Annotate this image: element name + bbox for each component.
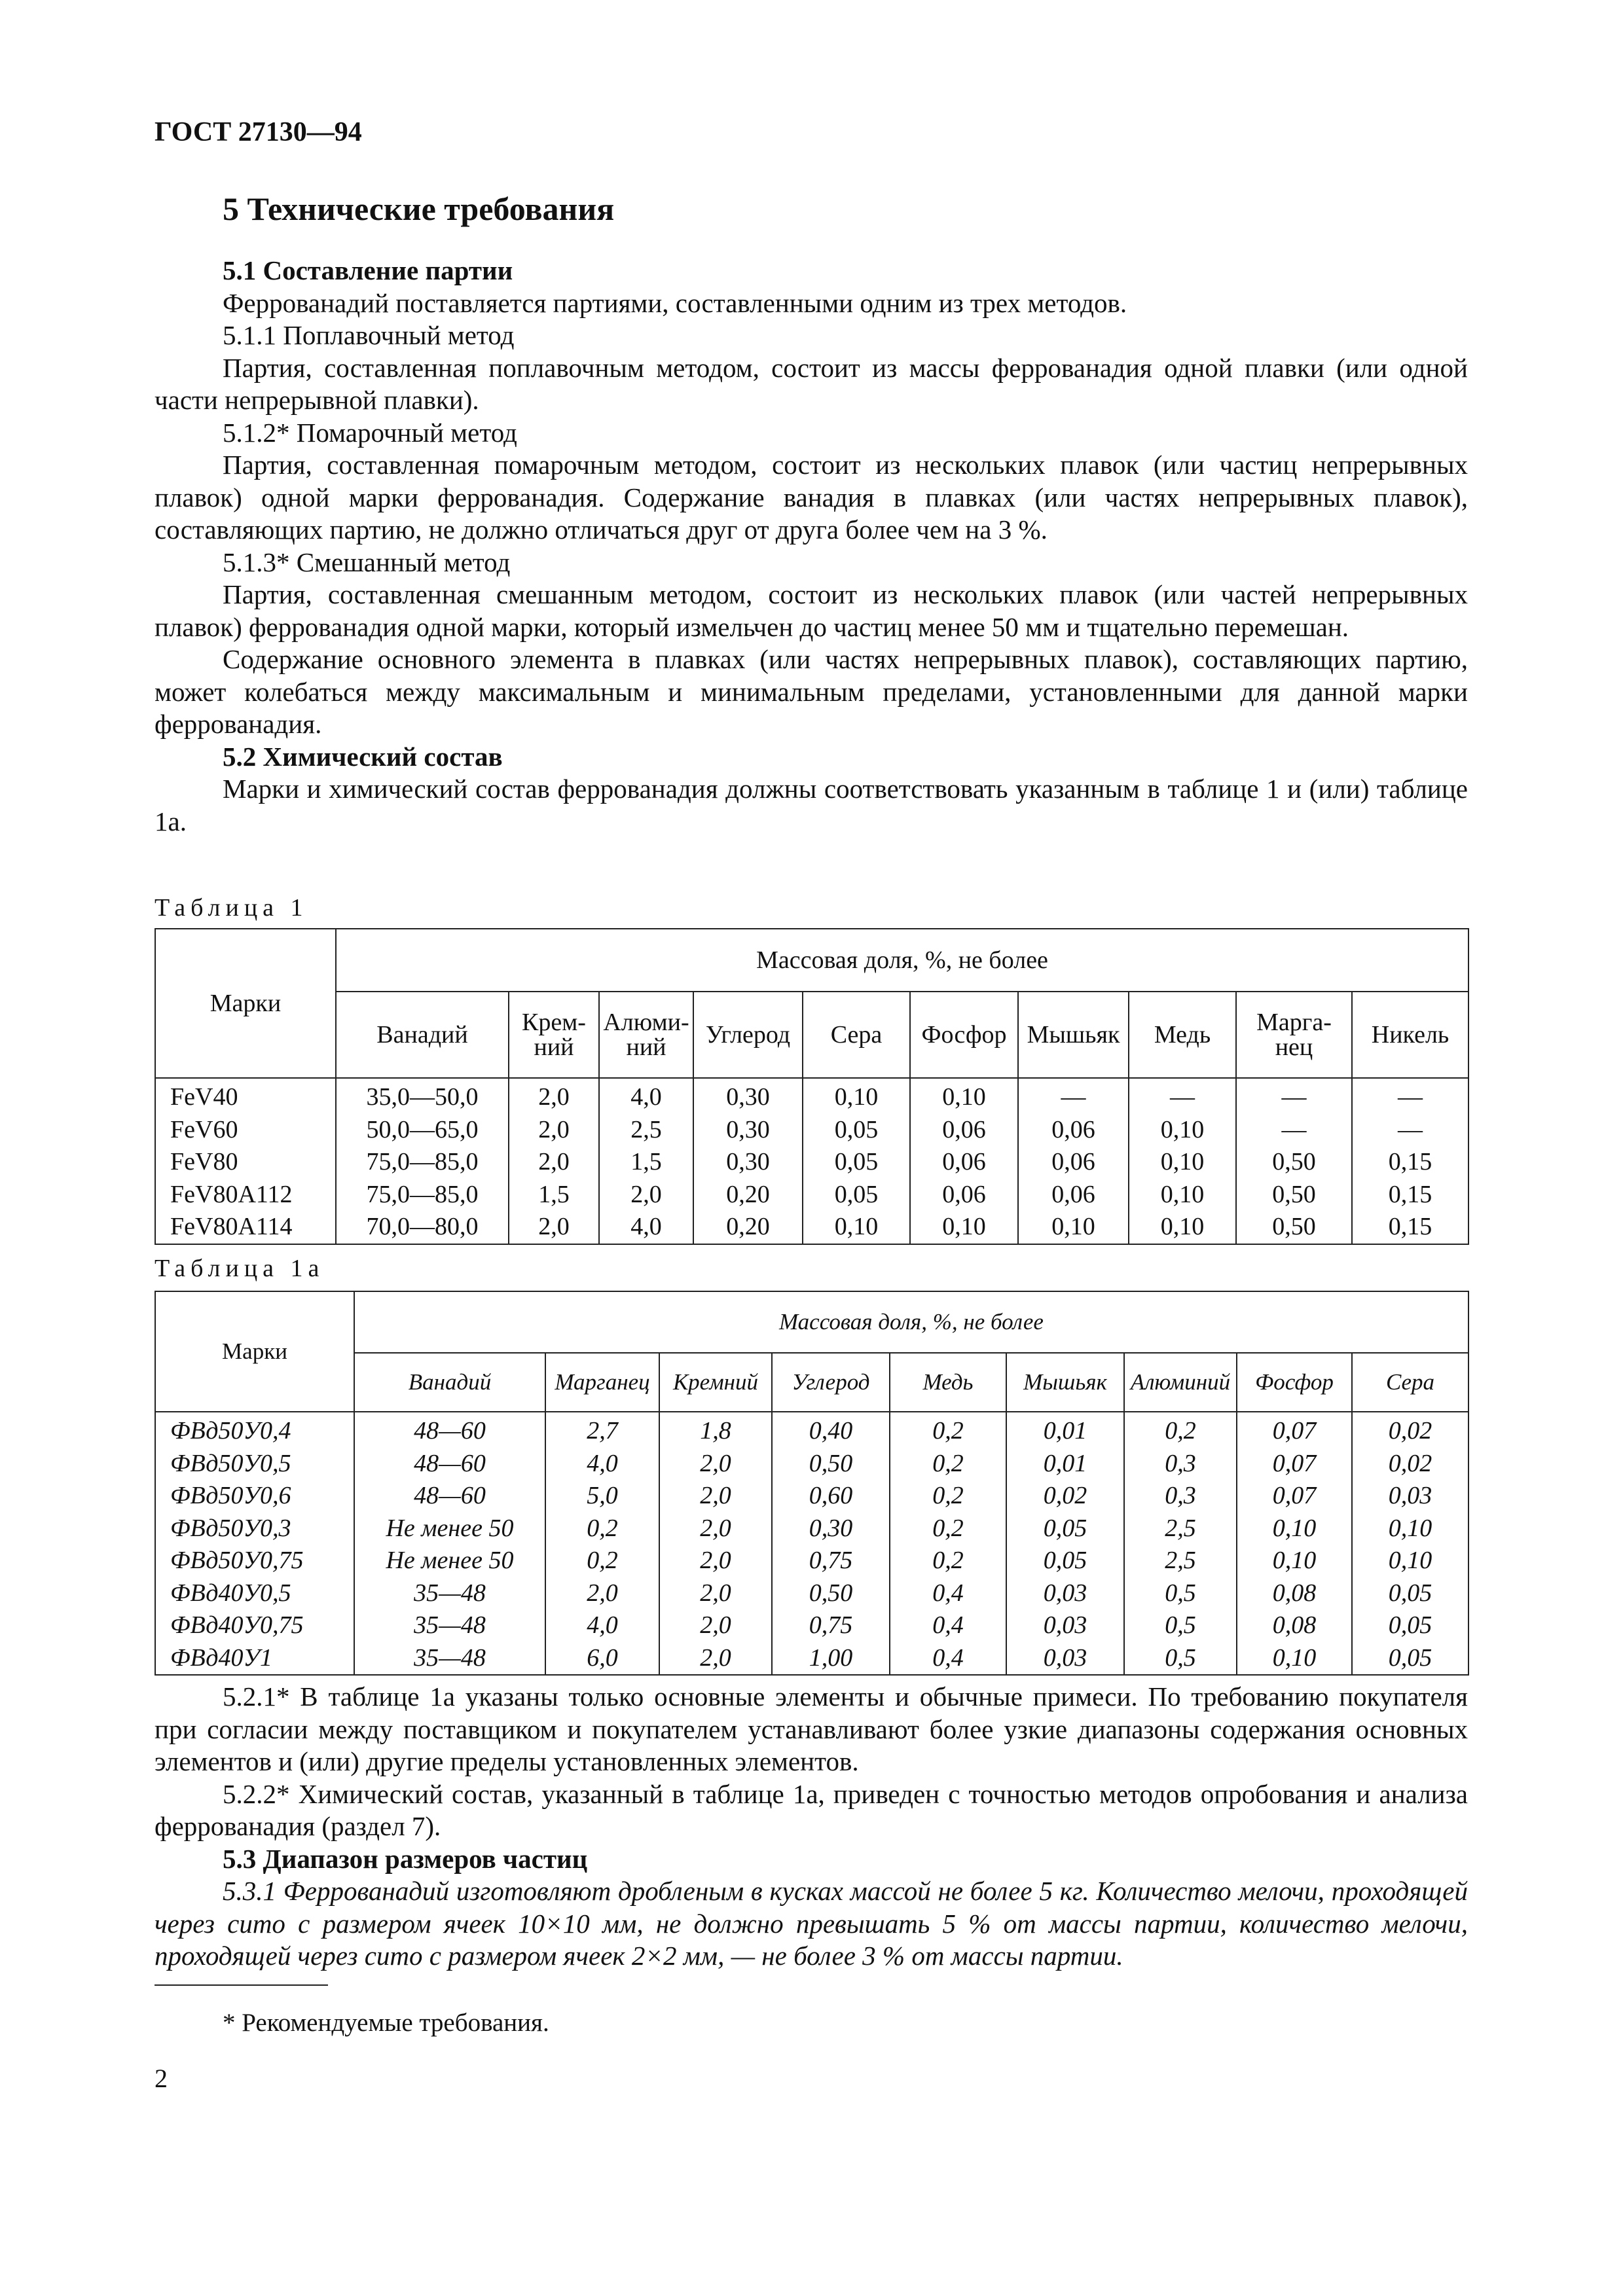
value-cell: 0,4 (890, 1575, 1006, 1607)
grade-cell: ФВд40У0,75 (155, 1607, 354, 1640)
value-cell: — (1129, 1078, 1236, 1111)
value-cell: 0,07 (1237, 1477, 1352, 1510)
value-cell: 0,10 (1352, 1510, 1468, 1543)
value-cell: 75,0—85,0 (336, 1143, 509, 1176)
value-cell: 0,2 (890, 1445, 1006, 1478)
value-cell: 0,15 (1352, 1208, 1468, 1244)
page-number: 2 (155, 2064, 168, 2093)
value-cell: Не менее 50 (354, 1510, 545, 1543)
value-cell: 2,5 (1124, 1510, 1237, 1543)
value-cell: 0,08 (1237, 1607, 1352, 1640)
value-cell: 50,0—65,0 (336, 1111, 509, 1144)
section-5-1-paragraph: 5.1 Составление партии (223, 255, 513, 285)
value-cell: 0,10 (1352, 1542, 1468, 1575)
value-cell: 2,5 (1124, 1542, 1237, 1575)
grade-cell: FeV40 (155, 1078, 336, 1111)
value-cell: 0,50 (772, 1445, 890, 1478)
value-cell: 0,2 (890, 1510, 1006, 1543)
value-cell: 2,0 (599, 1176, 693, 1209)
value-cell: 0,06 (910, 1111, 1018, 1144)
value-cell: 0,20 (693, 1208, 803, 1244)
value-cell: 0,5 (1124, 1640, 1237, 1676)
table-row (155, 1542, 1468, 1575)
value-cell: 0,10 (803, 1078, 910, 1111)
value-cell: 0,10 (1129, 1111, 1236, 1144)
value-cell: 0,06 (1018, 1111, 1129, 1144)
value-cell: 4,0 (599, 1208, 693, 1244)
value-cell: 0,03 (1006, 1575, 1124, 1607)
section-5-2-paragraph: 5.2.2* Химический состав, указанный в таблице 1а, приведен с точностью методов опробования и анализа феррованадия (раздел 7). (155, 1778, 1468, 1841)
value-cell: 0,50 (1236, 1208, 1352, 1244)
table-1a (155, 1291, 1469, 1676)
column-header: Алюминий (1124, 1353, 1237, 1412)
value-cell: 2,0 (659, 1510, 772, 1543)
text-block-section-5-1 (155, 255, 1468, 838)
value-cell: 0,75 (772, 1542, 890, 1575)
value-cell: 35—48 (354, 1640, 545, 1676)
grade-cell: ФВд50У0,6 (155, 1477, 354, 1510)
grade-cell: FeV60 (155, 1111, 336, 1144)
value-cell: 2,0 (509, 1078, 599, 1111)
column-header: Мышьяк (1006, 1353, 1124, 1412)
value-cell: 0,15 (1352, 1176, 1468, 1209)
value-cell: 0,30 (772, 1510, 890, 1543)
value-cell: 0,3 (1124, 1445, 1237, 1478)
document-header: ГОСТ 27130—94 (155, 117, 362, 147)
column-header: Мышьяк (1018, 992, 1129, 1078)
column-header: Марга- нец (1236, 992, 1352, 1078)
value-cell: 0,2 (545, 1542, 659, 1575)
value-cell: 4,0 (599, 1078, 693, 1111)
value-cell: 0,10 (1129, 1143, 1236, 1176)
value-cell: 2,0 (659, 1640, 772, 1676)
value-cell: 75,0—85,0 (336, 1176, 509, 1209)
value-cell: 0,10 (803, 1208, 910, 1244)
value-cell: 0,03 (1006, 1640, 1124, 1676)
value-cell: 2,0 (659, 1445, 772, 1478)
section-5-1-paragraph: Содержание основного элемента в плавках (или частях непрерывных плавок), составляющих партию, может колебаться между максимальным и минимальным пределами, установленными для данной марки феррованадия. (155, 644, 1468, 739)
value-cell: 0,05 (1352, 1640, 1468, 1676)
column-header: Медь (890, 1353, 1006, 1412)
table-row (155, 1510, 1468, 1543)
value-cell: 0,02 (1352, 1412, 1468, 1445)
table-row (155, 1176, 1468, 1209)
value-cell: 0,10 (1237, 1542, 1352, 1575)
value-cell: 0,40 (772, 1412, 890, 1445)
value-cell: 0,2 (890, 1542, 1006, 1575)
value-cell: 0,30 (693, 1111, 803, 1144)
column-header: Ванадий (336, 992, 509, 1078)
value-cell: 0,2 (890, 1477, 1006, 1510)
value-cell: 2,5 (599, 1111, 693, 1144)
value-cell: — (1352, 1111, 1468, 1144)
grade-cell: ФВд50У0,5 (155, 1445, 354, 1478)
value-cell: 0,03 (1006, 1607, 1124, 1640)
value-cell: 0,5 (1124, 1575, 1237, 1607)
value-cell: 0,50 (1236, 1143, 1352, 1176)
table-row (155, 1445, 1468, 1478)
value-cell: 35,0—50,0 (336, 1078, 509, 1111)
section-5-1-paragraph: Партия, составленная помарочным методом, состоит из нескольких плавок (или частиц непрерывных плавок) одной марки феррованадия. Содержание ванадия в плавках (или частях непрерывных плавок), составляющих партию, не должно отличаться друг от друга более чем на 3 %. (155, 450, 1468, 545)
section-5-1-paragraph: Феррованадий поставляется партиями, составленными одним из трех методов. (223, 287, 1127, 318)
value-cell: 0,5 (1124, 1607, 1237, 1640)
table1a-group-header: Массовая доля, %, не более (354, 1291, 1468, 1353)
value-cell: 2,0 (659, 1542, 772, 1575)
value-cell: 0,4 (890, 1640, 1006, 1676)
grade-cell: ФВд40У1 (155, 1640, 354, 1676)
table-row (155, 1111, 1468, 1144)
value-cell: 0,05 (803, 1176, 910, 1209)
section-5-1-paragraph: Партия, составленная смешанным методом, состоит из нескольких плавок (или частей непрерывных плавок) феррованадия одной марки, который измельчен до частиц менее 50 мм и тщательно перемешан. (155, 579, 1468, 642)
value-cell: 0,10 (1237, 1640, 1352, 1676)
section-5-2-paragraph: 5.3.1 Феррованадий изготовляют дробленым в кусках массой не более 5 кг. Количество мелочи, проходящей через сито с размером ячеек 10×10 мм, не должно превышать 5 % от массы партии, количество мелочи, проходящей через сито с размером ячеек 2×2 мм, — не более 3 % от массы партии. (155, 1876, 1468, 1971)
value-cell: 1,5 (509, 1176, 599, 1209)
footnote: * Рекомендуемые требования. (223, 2009, 549, 2037)
value-cell: 0,06 (1018, 1176, 1129, 1209)
value-cell: 0,10 (1129, 1176, 1236, 1209)
column-header: Медь (1129, 992, 1236, 1078)
table-row (155, 1477, 1468, 1510)
value-cell: Не менее 50 (354, 1542, 545, 1575)
value-cell: 2,0 (509, 1111, 599, 1144)
grade-cell: ФВд50У0,4 (155, 1412, 354, 1445)
table-row (155, 1078, 1468, 1111)
section-5-2-paragraph: 5.2.1* В таблице 1а указаны только основные элементы и обычные примеси. По требованию покупателя при согласии между поставщиком и покупателем устанавливают более узкие диапазоны содержания основных элементов и (или) другие пределы установленных элементов. (155, 1681, 1468, 1776)
table-1 (155, 928, 1469, 1245)
column-header: Углерод (772, 1353, 890, 1412)
value-cell: 4,0 (545, 1607, 659, 1640)
value-cell: 0,05 (803, 1143, 910, 1176)
section-5-1-paragraph: Партия, составленная поплавочным методом, состоит из массы феррованадия одной плавки (или одной части непрерывной плавки). (155, 352, 1468, 415)
table1-header-marks: Марки (155, 929, 336, 1078)
table-row (155, 1412, 1468, 1445)
value-cell: 70,0—80,0 (336, 1208, 509, 1244)
column-header: Никель (1352, 992, 1468, 1078)
column-header: Сера (1352, 1353, 1468, 1412)
value-cell: 2,0 (545, 1575, 659, 1607)
value-cell: 0,05 (803, 1111, 910, 1144)
section-5-1-paragraph: 5.2 Химический состав (223, 741, 503, 772)
value-cell: 0,15 (1352, 1143, 1468, 1176)
column-header: Кремний (659, 1353, 772, 1412)
text-block-section-5-2-1 (155, 1681, 1468, 1973)
table-row (155, 1607, 1468, 1640)
value-cell: 4,0 (545, 1445, 659, 1478)
value-cell: 0,30 (693, 1143, 803, 1176)
value-cell: — (1018, 1078, 1129, 1111)
value-cell: 35—48 (354, 1607, 545, 1640)
table-row (155, 1640, 1468, 1676)
value-cell: 0,05 (1352, 1575, 1468, 1607)
section-5-1-paragraph: Марки и химический состав феррованадия должны соответствовать указанным в таблице 1 и (или) таблице 1а. (155, 774, 1468, 836)
table1-caption: Таблица 1 (155, 894, 308, 922)
value-cell: 0,02 (1006, 1477, 1124, 1510)
value-cell: 2,7 (545, 1412, 659, 1445)
section-5-1-paragraph: 5.1.3* Смешанный метод (223, 547, 511, 577)
value-cell: 0,06 (910, 1176, 1018, 1209)
value-cell: 0,50 (1236, 1176, 1352, 1209)
value-cell: 0,10 (1237, 1510, 1352, 1543)
value-cell: 1,00 (772, 1640, 890, 1676)
value-cell: 2,0 (509, 1143, 599, 1176)
value-cell: 0,10 (910, 1208, 1018, 1244)
value-cell: 2,0 (659, 1575, 772, 1607)
value-cell: 0,01 (1006, 1445, 1124, 1478)
value-cell: 0,10 (910, 1078, 1018, 1111)
value-cell: 0,06 (1018, 1143, 1129, 1176)
column-header: Ванадий (354, 1353, 545, 1412)
value-cell: 2,0 (509, 1208, 599, 1244)
value-cell: 0,30 (693, 1078, 803, 1111)
table1a-caption: Таблица 1а (155, 1255, 325, 1282)
column-header: Марганец (545, 1353, 659, 1412)
value-cell: 0,75 (772, 1607, 890, 1640)
table-row (155, 1575, 1468, 1607)
table1-group-header: Массовая доля, %, не более (336, 929, 1468, 992)
table-row (155, 1208, 1468, 1244)
grade-cell: ФВд50У0,3 (155, 1510, 354, 1543)
value-cell: 0,03 (1352, 1477, 1468, 1510)
value-cell: 35—48 (354, 1575, 545, 1607)
value-cell: 2,0 (659, 1477, 772, 1510)
value-cell: 0,02 (1352, 1445, 1468, 1478)
value-cell: — (1236, 1111, 1352, 1144)
value-cell: 0,10 (1129, 1208, 1236, 1244)
value-cell: 0,07 (1237, 1445, 1352, 1478)
value-cell: — (1236, 1078, 1352, 1111)
value-cell: 48—60 (354, 1412, 545, 1445)
grade-cell: ФВд40У0,5 (155, 1575, 354, 1607)
section-5-1-paragraph: 5.1.1 Поплавочный метод (223, 320, 515, 350)
value-cell: 2,0 (659, 1607, 772, 1640)
grade-cell: ФВд50У0,75 (155, 1542, 354, 1575)
value-cell: 1,5 (599, 1143, 693, 1176)
value-cell: 0,50 (772, 1575, 890, 1607)
value-cell: 0,2 (545, 1510, 659, 1543)
value-cell: 0,01 (1006, 1412, 1124, 1445)
column-header: Углерод (693, 992, 803, 1078)
value-cell: — (1352, 1078, 1468, 1111)
section-title: 5 Технические требования (223, 190, 615, 227)
value-cell: 48—60 (354, 1445, 545, 1478)
value-cell: 48—60 (354, 1477, 545, 1510)
value-cell: 0,05 (1006, 1542, 1124, 1575)
value-cell: 0,2 (890, 1412, 1006, 1445)
column-header: Фосфор (910, 992, 1018, 1078)
value-cell: 0,05 (1352, 1607, 1468, 1640)
value-cell: 6,0 (545, 1640, 659, 1676)
value-cell: 0,2 (1124, 1412, 1237, 1445)
value-cell: 0,4 (890, 1607, 1006, 1640)
value-cell: 0,60 (772, 1477, 890, 1510)
table1a-header-marks: Марки (155, 1291, 354, 1412)
grade-cell: FeV80A114 (155, 1208, 336, 1244)
value-cell: 0,20 (693, 1176, 803, 1209)
value-cell: 0,10 (1018, 1208, 1129, 1244)
value-cell: 0,05 (1006, 1510, 1124, 1543)
column-header: Крем- ний (509, 992, 599, 1078)
value-cell: 5,0 (545, 1477, 659, 1510)
grade-cell: FeV80 (155, 1143, 336, 1176)
table-row (155, 1143, 1468, 1176)
grade-cell: FeV80A112 (155, 1176, 336, 1209)
footnote-divider (155, 1984, 328, 1986)
column-header: Сера (803, 992, 910, 1078)
section-5-2-paragraph: 5.3 Диапазон размеров частиц (223, 1843, 588, 1874)
value-cell: 0,07 (1237, 1412, 1352, 1445)
value-cell: 0,06 (910, 1143, 1018, 1176)
value-cell: 0,3 (1124, 1477, 1237, 1510)
value-cell: 0,08 (1237, 1575, 1352, 1607)
section-5-1-paragraph: 5.1.2* Помарочный метод (223, 417, 517, 448)
column-header: Фосфор (1237, 1353, 1352, 1412)
column-header: Алюми- ний (599, 992, 693, 1078)
value-cell: 1,8 (659, 1412, 772, 1445)
